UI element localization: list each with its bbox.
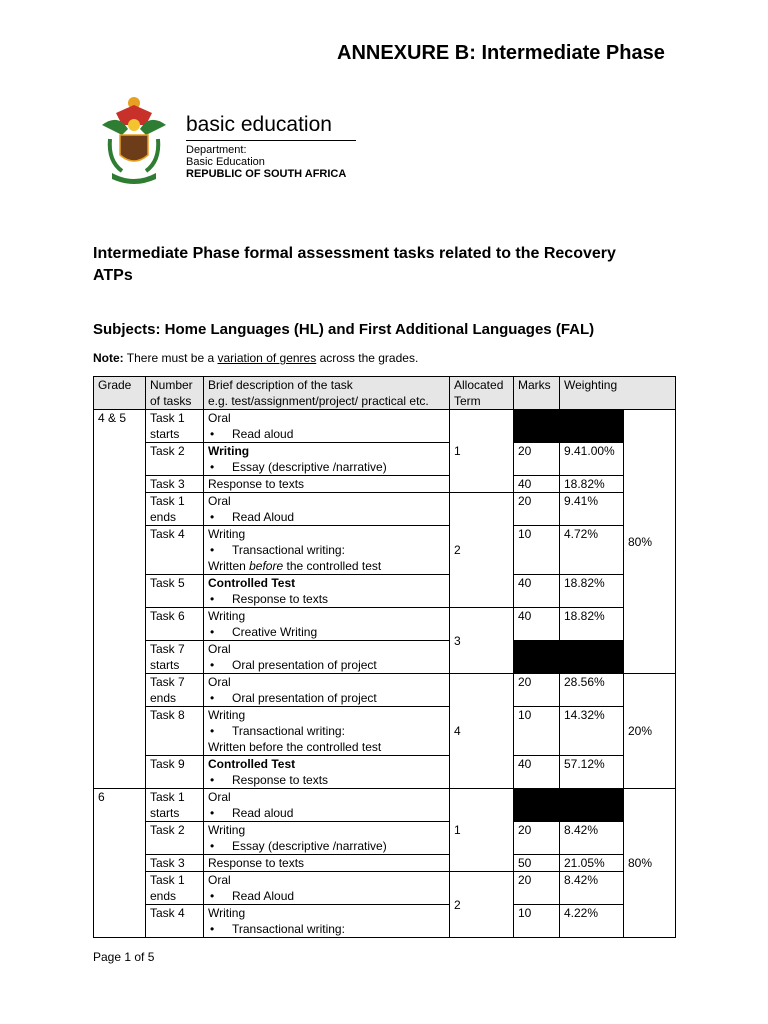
assessment-table	[93, 376, 676, 938]
description-cell: Writing • Creative Writing	[204, 608, 450, 641]
weight-cell: 8.42%	[560, 822, 624, 855]
weight-cell: 57.12%	[560, 756, 624, 789]
table-row	[94, 905, 676, 938]
task-cell: Task 7 ends	[146, 674, 204, 707]
weight-total-cell: 80%	[624, 789, 676, 938]
header-term: Allocated Term	[450, 377, 514, 410]
marks-cell-blank	[514, 641, 560, 674]
weight-cell-blank	[560, 641, 624, 674]
table-row	[94, 872, 676, 905]
task-cell: Task 6	[146, 608, 204, 641]
task-cell: Task 8	[146, 707, 204, 756]
task-cell: Task 4	[146, 905, 204, 938]
description-cell: Oral • Read Aloud	[204, 493, 450, 526]
note	[93, 351, 418, 365]
description-cell: Writing • Essay (descriptive /narrative)	[204, 822, 450, 855]
grade-cell: 6	[94, 789, 146, 938]
task-cell: Task 1 ends	[146, 872, 204, 905]
weight-cell: 4.22%	[560, 905, 624, 938]
table-row	[94, 526, 676, 575]
weight-total-cell: 20%	[624, 674, 676, 789]
department-brand	[186, 112, 356, 180]
marks-cell-blank	[514, 789, 560, 822]
description-cell: Oral • Read aloud	[204, 789, 450, 822]
table-row	[94, 575, 676, 608]
dept-line-2: Basic Education	[186, 156, 265, 168]
annexure-heading: ANNEXURE B: Intermediate Phase	[337, 42, 665, 64]
term-cell: 4	[450, 674, 514, 789]
description-cell: Oral • Oral presentation of project	[204, 641, 450, 674]
brand-name: basic education	[186, 113, 332, 136]
grade-cell: 4 & 5	[94, 410, 146, 789]
table-row	[94, 822, 676, 855]
dept-line-1: Department:	[186, 144, 247, 156]
marks-cell: 50	[514, 855, 560, 872]
marks-cell: 10	[514, 707, 560, 756]
term-cell: 1	[450, 410, 514, 493]
description-cell: Writing • Transactional writing: Written before the controlled test	[204, 526, 450, 575]
brand-rule	[186, 140, 356, 141]
note-text-b: across the grades.	[316, 351, 419, 365]
description-cell: Writing • Transactional writing: Written before the controlled test	[204, 707, 450, 756]
header-description: Brief description of the task e.g. test/assignment/project/ practical etc.	[204, 377, 450, 410]
weight-cell: 18.82%	[560, 575, 624, 608]
page-title: Intermediate Phase formal assessment tasks related to the Recovery ATPs	[93, 245, 616, 284]
header-weighting: Weighting	[560, 377, 676, 410]
description-cell: Response to texts	[204, 476, 450, 493]
weight-cell-blank	[560, 410, 624, 443]
header-grade: Grade	[94, 377, 146, 410]
weight-cell: 18.82%	[560, 476, 624, 493]
marks-cell: 20	[514, 674, 560, 707]
table-row	[94, 707, 676, 756]
table-header-row	[94, 377, 676, 410]
task-cell: Task 3	[146, 476, 204, 493]
table-row	[94, 608, 676, 641]
weight-cell: 21.05%	[560, 855, 624, 872]
weight-cell: 14.32%	[560, 707, 624, 756]
weight-cell: 8.42%	[560, 872, 624, 905]
term-cell: 2	[450, 493, 514, 608]
table-row	[94, 641, 676, 674]
marks-cell: 20	[514, 443, 560, 476]
weight-cell: 4.72%	[560, 526, 624, 575]
table-row	[94, 674, 676, 707]
task-cell: Task 1 ends	[146, 493, 204, 526]
description-cell: Oral • Read Aloud	[204, 872, 450, 905]
marks-cell: 10	[514, 526, 560, 575]
task-cell: Task 5	[146, 575, 204, 608]
task-cell: Task 7 starts	[146, 641, 204, 674]
weight-cell: 9.41.00%	[560, 443, 624, 476]
marks-cell: 40	[514, 476, 560, 493]
table-row	[94, 476, 676, 493]
task-cell: Task 3	[146, 855, 204, 872]
marks-cell-blank	[514, 410, 560, 443]
term-cell: 1	[450, 789, 514, 872]
term-cell: 3	[450, 608, 514, 674]
marks-cell: 40	[514, 756, 560, 789]
dept-line-3: REPUBLIC OF SOUTH AFRICA	[186, 168, 347, 180]
task-cell: Task 2	[146, 443, 204, 476]
description-cell: Writing • Transactional writing:	[204, 905, 450, 938]
note-text-a: There must be a	[123, 351, 218, 365]
page-number: Page 1 of 5	[93, 950, 155, 964]
weight-cell: 28.56%	[560, 674, 624, 707]
table-row	[94, 756, 676, 789]
term-cell: 2	[450, 872, 514, 938]
description-cell: Response to texts	[204, 855, 450, 872]
subjects-heading: Subjects: Home Languages (HL) and First Additional Languages (FAL)	[93, 321, 595, 338]
task-cell: Task 1 starts	[146, 789, 204, 822]
description-cell: Controlled Test • Response to texts	[204, 575, 450, 608]
weight-total-cell: 80%	[624, 410, 676, 674]
marks-cell: 20	[514, 872, 560, 905]
task-cell: Task 9	[146, 756, 204, 789]
task-cell: Task 2	[146, 822, 204, 855]
marks-cell: 20	[514, 493, 560, 526]
description-cell: Writing • Essay (descriptive /narrative)	[204, 443, 450, 476]
table-row	[94, 410, 676, 443]
note-text-underlined: variation of genres	[217, 351, 317, 365]
weight-cell: 18.82%	[560, 608, 624, 641]
table-row	[94, 443, 676, 476]
table-row	[94, 493, 676, 526]
marks-cell: 20	[514, 822, 560, 855]
marks-cell: 10	[514, 905, 560, 938]
weight-cell-blank	[560, 789, 624, 822]
task-cell: Task 1 starts	[146, 410, 204, 443]
table-row	[94, 789, 676, 822]
description-cell: Oral • Oral presentation of project	[204, 674, 450, 707]
marks-cell: 40	[514, 608, 560, 641]
task-cell: Task 4	[146, 526, 204, 575]
weight-cell: 9.41%	[560, 493, 624, 526]
header-marks: Marks	[514, 377, 560, 410]
description-cell: Controlled Test • Response to texts	[204, 756, 450, 789]
note-label: Note:	[93, 351, 124, 365]
header-number-of-tasks: Number of tasks	[146, 377, 204, 410]
table-row	[94, 855, 676, 872]
coat-of-arms-icon	[98, 95, 170, 185]
marks-cell: 40	[514, 575, 560, 608]
description-cell: Oral • Read aloud	[204, 410, 450, 443]
